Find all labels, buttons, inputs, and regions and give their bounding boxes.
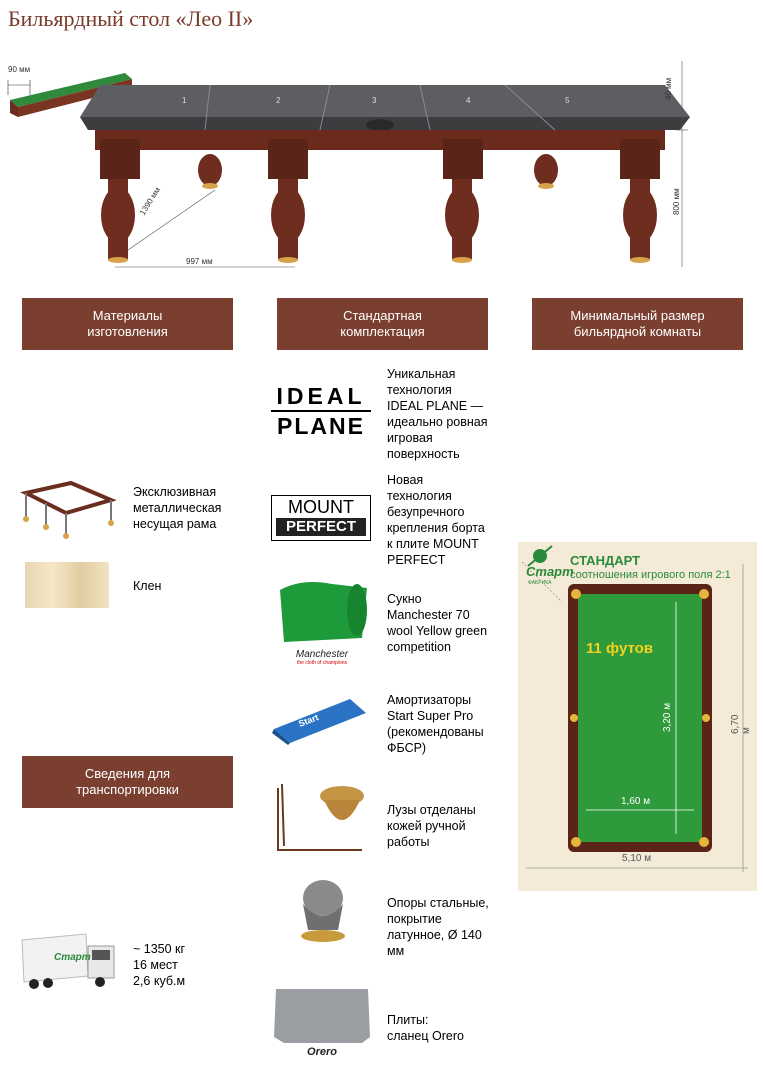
room-plan-title: СТАНДАРТ [570, 553, 641, 568]
truck-logo-text: Старт [54, 952, 91, 963]
cushion-icon [270, 693, 370, 745]
manchester-logo-text: Manchester [295, 649, 349, 660]
top-thickness-label: 40 мм [664, 77, 673, 100]
feature-pocket-text: Лузы отделаны кожей ручной работы [387, 803, 476, 849]
material-frame-text: Эксклюзивная металлическая несущая рама [133, 485, 222, 531]
start-brand-icon [528, 546, 552, 566]
page-title: Бильярдный стол «Лео II» [8, 6, 254, 31]
leather-pocket-icon [272, 780, 372, 862]
truck-icon [18, 930, 118, 996]
material-maple-text: Клен [133, 579, 162, 593]
slate-number: 2 [276, 96, 281, 105]
steel-foot-icon [288, 878, 358, 944]
transport-text: ~ 1350 кг 16 мест 2,6 куб.м [133, 942, 186, 988]
feature-slate-text: Плиты: сланец Orero [387, 1013, 464, 1043]
room-plan [518, 542, 757, 891]
mount-perfect-logo: MOUNT PERFECT [271, 495, 371, 541]
feature-ideal-plane-text: Уникальная технология IDEAL PLANE — идеально ровная игровая поверхность [387, 367, 488, 461]
slate-number: 4 [466, 96, 471, 105]
slate-number: 5 [565, 96, 570, 105]
manchester-logo-sub: the cloth of champions [296, 660, 348, 666]
feature-foot-text: Опоры стальные, покрытие латунное, Ø 140 мм [387, 896, 489, 958]
orero-logo-text: Orero [307, 1046, 337, 1058]
ideal-plane-logo: IDEAL PLANE [271, 383, 371, 439]
transport-header: Сведения для транспортировки [22, 756, 233, 808]
leg-spacing-label: 997 мм [186, 257, 213, 266]
slate-icon [272, 985, 372, 1059]
feature-cushion-text: Амортизаторы Start Super Pro (рекомендованы ФБСР) [387, 693, 484, 755]
standard-header: Стандартная комплектация [277, 298, 488, 350]
slate-number: 1 [182, 96, 187, 105]
inner-width-label: 1,60 м [621, 796, 651, 807]
height-label: 800 мм [672, 188, 681, 215]
rail-width-label: 90 мм [8, 65, 31, 74]
metal-frame-icon [16, 475, 116, 540]
room-height-label: 6,70 м [730, 714, 752, 734]
room-header: Минимальный размер бильярдной комнаты [532, 298, 743, 350]
inner-height-label: 3,20 м [662, 702, 673, 732]
room-brand-sub: ФАБРИКА [528, 580, 552, 586]
table-width-label: 1390 мм [138, 185, 163, 217]
billiard-table-illustration [0, 55, 763, 280]
maple-wood-icon [25, 562, 109, 608]
feature-cloth-text: Сукно Manchester 70 wool Yellow green competition [387, 592, 488, 654]
room-width-label: 5,10 м [622, 853, 652, 864]
materials-header: Материалы изготовления [22, 298, 233, 350]
slate-number: 3 [372, 96, 377, 105]
table-size-label: 11 футов [586, 640, 654, 657]
room-plan-subtitle: соотношения игрового поля 2:1 [570, 569, 731, 581]
feature-mount-perfect-text: Новая технология безупречного крепления борта к плите MOUNT PERFECT [387, 473, 485, 567]
start-logo-text: Start [297, 712, 320, 729]
room-brand: Старт [526, 564, 574, 579]
manchester-cloth-icon [272, 578, 372, 666]
